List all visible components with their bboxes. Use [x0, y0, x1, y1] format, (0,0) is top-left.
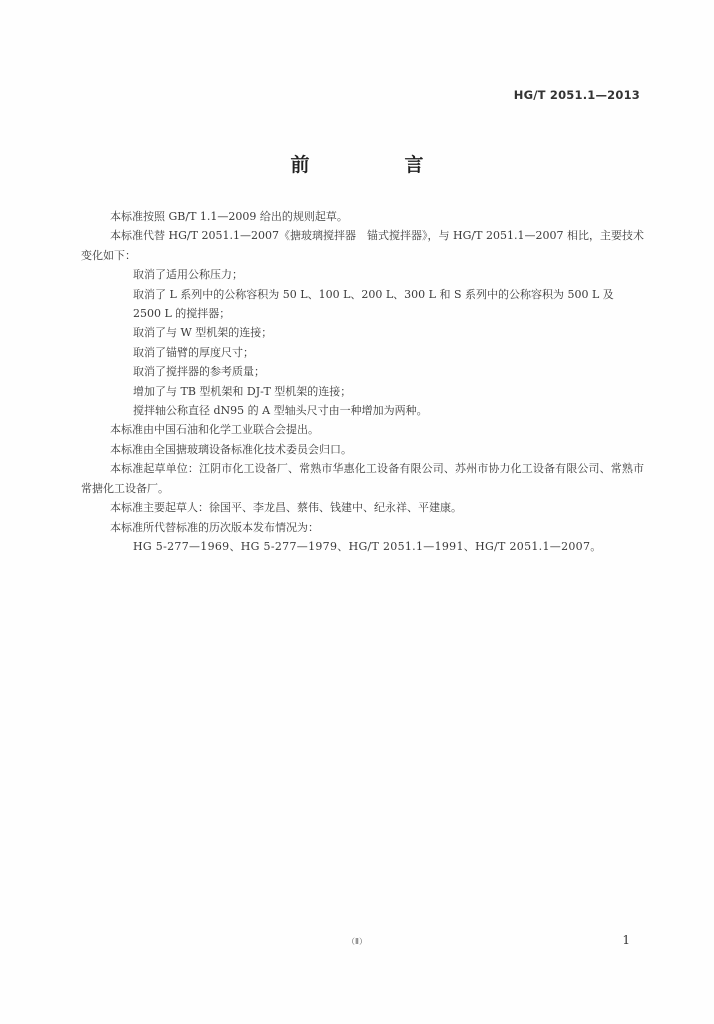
previous-editions-list: HG 5-277—1969、HG 5-277—1979、HG/T 2051.1—1991、HG/T 2051.1—2007。 [133, 539, 602, 553]
change-item: 增加了与 TB 型机架和 DJ-T 型机架的连接； [133, 384, 352, 398]
paragraph-drafters: 本标准主要起草人：徐国平、李龙昌、蔡伟、钱建中、纪永祥、平建康。 [110, 501, 462, 515]
paragraph-previous-editions: 本标准所代替标准的历次版本发布情况为： [110, 520, 319, 534]
page-number: 1 [622, 933, 630, 947]
paragraph-drafting-rules: 本标准按照 GB/T 1.1—2009 给出的规则起草。 [110, 210, 348, 223]
change-item: 搅拌轴公称直径 dN95 的 A 型轴头尺寸由一种增加为两种。 [133, 404, 428, 418]
change-item: 取消了与 W 型机架的连接； [133, 326, 273, 340]
change-item: 取消了锚臂的厚度尺寸； [133, 345, 254, 359]
change-item: 取消了适用公称压力； [133, 268, 243, 282]
change-item: 取消了搅拌器的参考质量； [133, 365, 265, 379]
standard-code: HG/T 2051.1—2013 [513, 88, 640, 102]
change-item: 取消了 L 系列中的公称容积为 50 L、100 L、200 L、300 L 和 S 系列中的公称容积为 500 L 及 2500 L 的搅拌器； [133, 287, 614, 321]
paragraph-drafting-units: 本标准起草单位：江阴市化工设备厂、常熟市华惠化工设备有限公司、苏州市协力化工设备有限公司、常熟市常搪化工设备厂。 [81, 462, 644, 495]
paragraph-replaces: 本标准代替 HG/T 2051.1—2007《搪玻璃搅拌器 锚式搅拌器》，与 HG/T 2051.1—2007 相比，主要技术变化如下： [81, 229, 644, 262]
foreword-body [81, 207, 644, 556]
page-title: 前 言 [290, 154, 462, 176]
paragraph-proposed-by: 本标准由中国石油和化学工业联合会提出。 [110, 423, 319, 437]
roman-page-mark: （Ⅱ） [347, 937, 367, 946]
paragraph-technical-committee: 本标准由全国搪玻璃设备标准化技术委员会归口。 [110, 442, 352, 456]
